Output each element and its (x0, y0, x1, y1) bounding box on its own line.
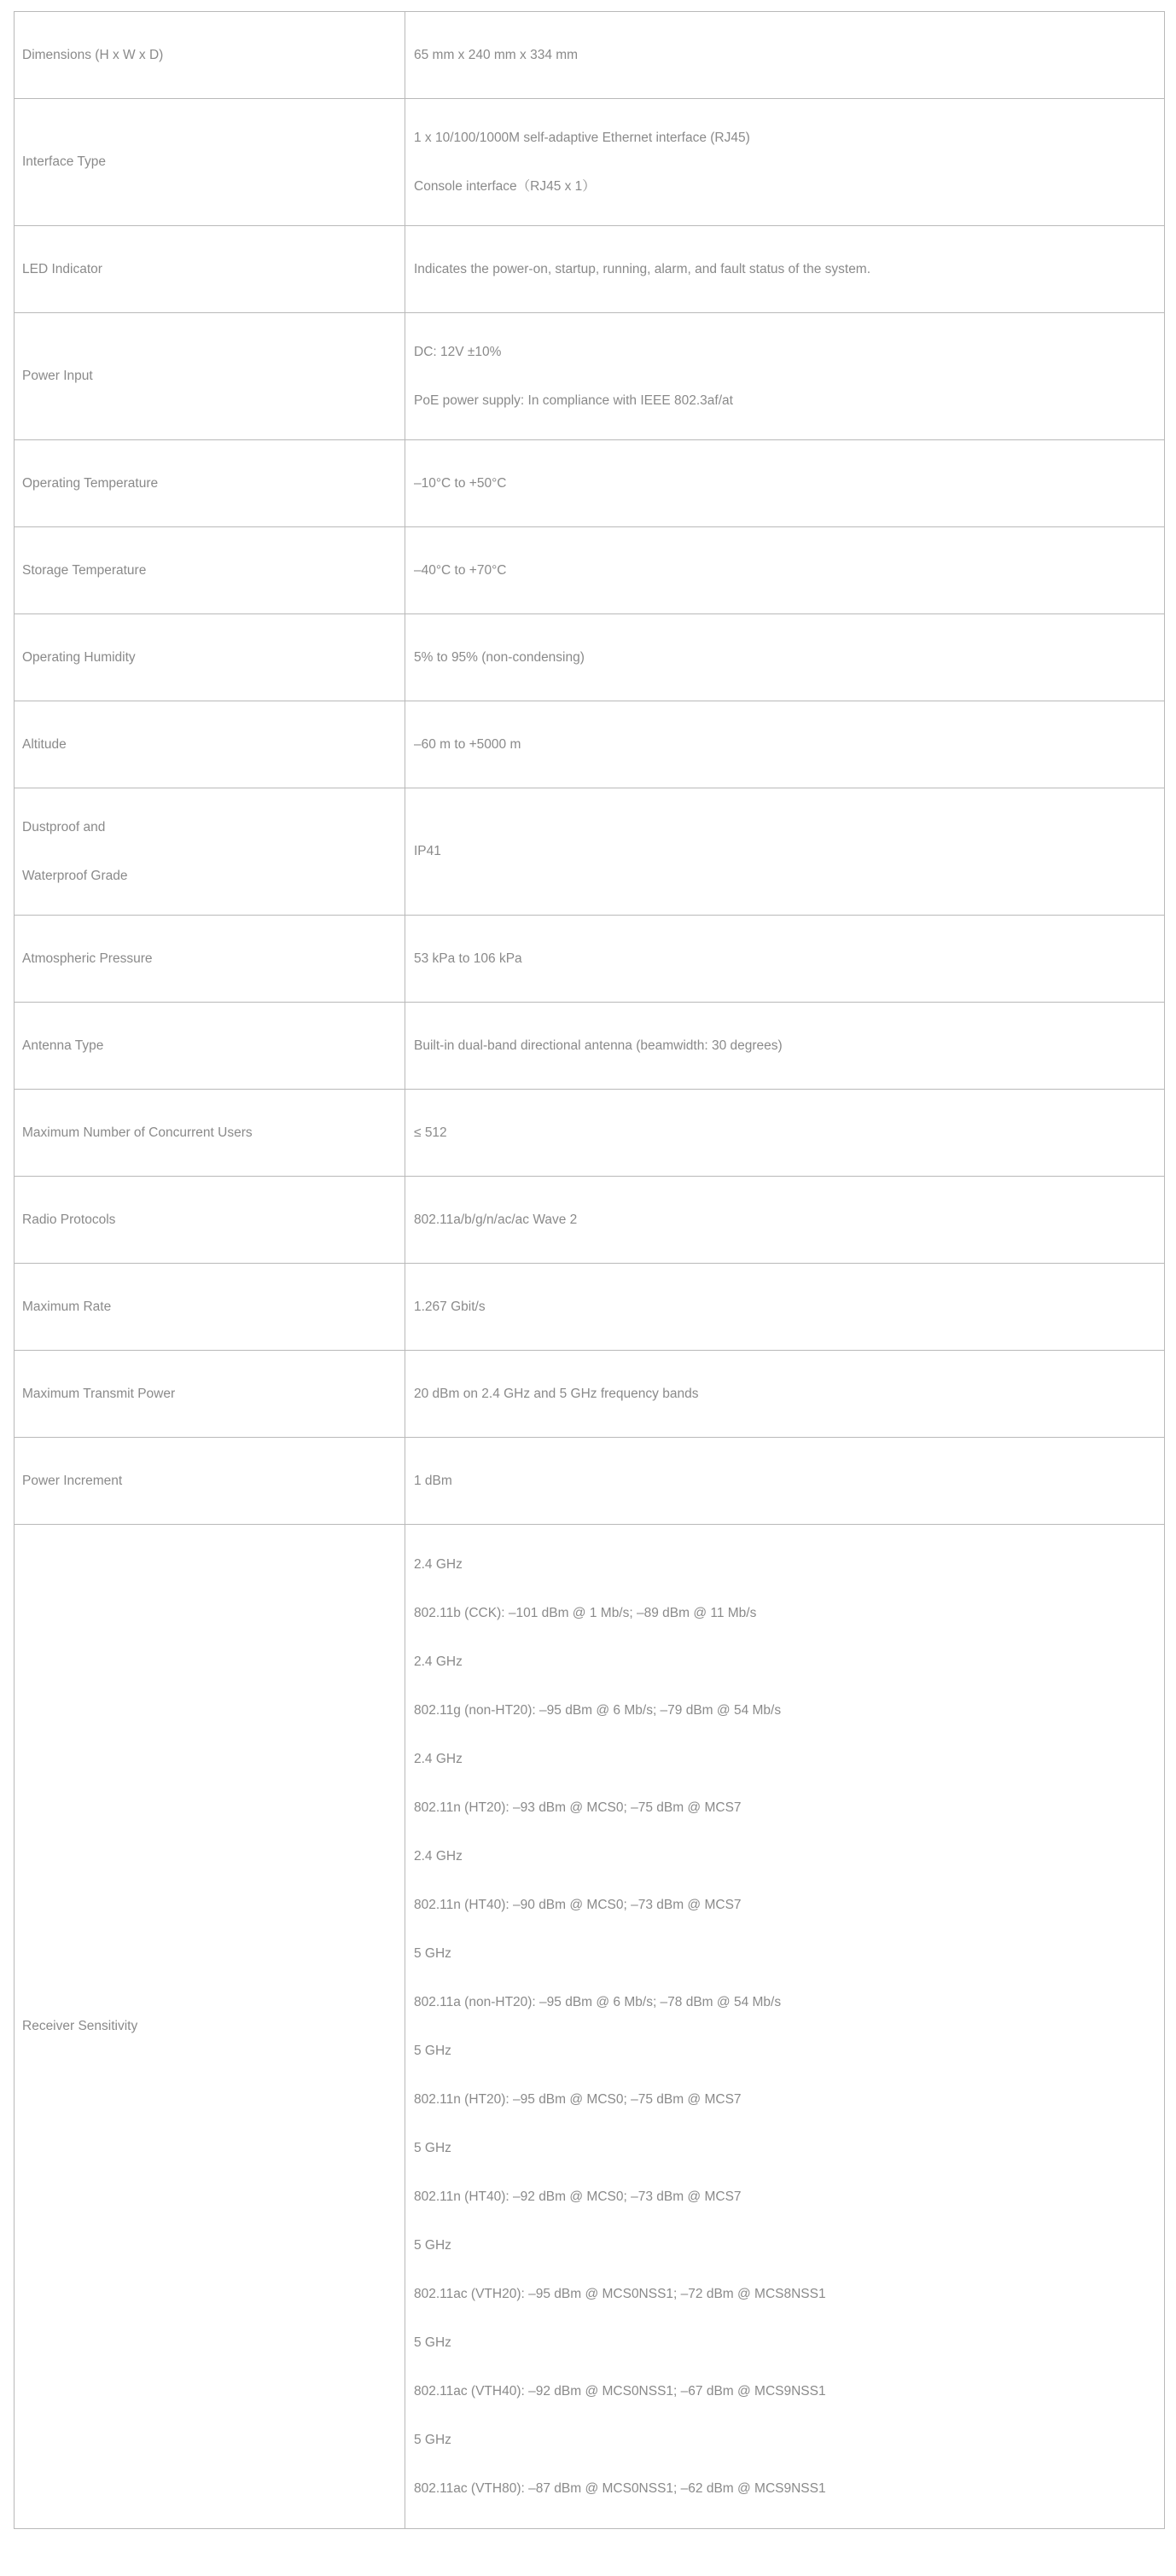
spec-label-text: Altitude (22, 736, 67, 752)
spec-value-lines (414, 130, 1156, 195)
spec-label-text: Operating Humidity (22, 649, 136, 665)
spec-row (15, 788, 1165, 916)
spec-value-text: 1 dBm (414, 1473, 452, 1488)
spec-row (15, 1090, 1165, 1177)
spec-label-lines (22, 2018, 397, 2035)
spec-value-text: 20 dBm on 2.4 GHz and 5 GHz frequency bands (414, 1386, 699, 1401)
spec-label-text: Waterproof Grade (22, 868, 128, 883)
spec-value-text: 802.11ac (VTH40): –92 dBm @ MCS0NSS1; –67 dBm @ MCS9NSS1 (414, 2383, 826, 2399)
spec-row (15, 527, 1165, 614)
spec-label-cell (15, 1351, 405, 1438)
spec-value-cell (405, 1264, 1165, 1351)
spec-label-lines (22, 475, 397, 492)
spec-label-cell (15, 614, 405, 701)
spec-value-text: Built-in dual-band directional antenna (beamwidth: 30 degrees) (414, 1038, 783, 1053)
spec-value-lines (414, 951, 1156, 968)
spec-label-cell (15, 788, 405, 916)
spec-value-text: –40°C to +70°C (414, 562, 507, 578)
spec-label-text: Storage Temperature (22, 562, 147, 578)
spec-value-text: 5 GHz (414, 2043, 451, 2058)
spec-value-text: –10°C to +50°C (414, 475, 507, 491)
spec-row (15, 440, 1165, 527)
spec-label-text: Dimensions (H x W x D) (22, 47, 164, 62)
spec-row (15, 916, 1165, 1003)
spec-row (15, 614, 1165, 701)
spec-value-text: 802.11ac (VTH20): –95 dBm @ MCS0NSS1; –72 dBm @ MCS8NSS1 (414, 2286, 826, 2301)
spec-label-cell (15, 1003, 405, 1090)
spec-value-lines (414, 1125, 1156, 1142)
spec-label-lines (22, 951, 397, 968)
spec-value-lines (414, 1556, 1156, 2497)
spec-label-text: Receiver Sensitivity (22, 2019, 138, 2033)
spec-value-lines (414, 47, 1156, 64)
spec-label-text: Atmospheric Pressure (22, 951, 153, 966)
spec-value-lines (414, 843, 1156, 860)
spec-label-lines (22, 1125, 397, 1142)
spec-label-lines (22, 649, 397, 666)
spec-row (15, 701, 1165, 788)
spec-value-text: 5 GHz (414, 2237, 451, 2253)
spec-value-text: Console interface（RJ45 x 1） (414, 178, 596, 194)
spec-label-text: Power Input (22, 369, 93, 383)
spec-label-text: LED Indicator (22, 261, 102, 276)
spec-value-text: 802.11a/b/g/n/ac/ac Wave 2 (414, 1212, 578, 1227)
spec-row (15, 1003, 1165, 1090)
spec-label-text: Interface Type (22, 154, 106, 169)
spec-value-text: IP41 (414, 844, 441, 858)
spec-value-lines (414, 1038, 1156, 1055)
spec-row (15, 1438, 1165, 1525)
spec-value-cell (405, 1525, 1165, 2529)
spec-value-text: DC: 12V ±10% (414, 344, 502, 359)
spec-label-lines (22, 261, 397, 278)
spec-value-text: 802.11n (HT40): –92 dBm @ MCS0; –73 dBm @ MCS7 (414, 2189, 742, 2204)
spec-label-lines (22, 819, 397, 885)
spec-value-cell (405, 1438, 1165, 1525)
spec-value-lines (414, 1212, 1156, 1229)
spec-value-text: 1 x 10/100/1000M self-adaptive Ethernet interface (RJ45) (414, 130, 750, 145)
spec-row (15, 1525, 1165, 2529)
spec-value-lines (414, 649, 1156, 666)
spec-label-lines (22, 1212, 397, 1229)
spec-value-text: 802.11ac (VTH80): –87 dBm @ MCS0NSS1; –62 dBm @ MCS9NSS1 (414, 2480, 826, 2496)
spec-value-text: 5 GHz (414, 2432, 451, 2447)
spec-label-cell (15, 99, 405, 226)
spec-value-cell (405, 12, 1165, 99)
spec-label-lines (22, 736, 397, 753)
spec-label-text: Radio Protocols (22, 1212, 116, 1227)
spec-value-cell (405, 788, 1165, 916)
spec-label-lines (22, 562, 397, 579)
spec-label-text: Dustproof and (22, 819, 106, 834)
spec-label-cell (15, 1090, 405, 1177)
spec-value-text: 2.4 GHz (414, 1848, 463, 1864)
spec-value-text: 802.11n (HT20): –95 dBm @ MCS0; –75 dBm @ MCS7 (414, 2091, 742, 2107)
spec-value-text: 2.4 GHz (414, 1751, 463, 1766)
spec-value-text: 802.11a (non-HT20): –95 dBm @ 6 Mb/s; –78 dBm @ 54 Mb/s (414, 1994, 782, 2009)
spec-value-cell (405, 226, 1165, 313)
spec-value-cell (405, 1177, 1165, 1264)
spec-value-text: 802.11b (CCK): –101 dBm @ 1 Mb/s; –89 dBm @ 11 Mb/s (414, 1605, 757, 1620)
spec-value-cell (405, 1003, 1165, 1090)
spec-value-text: 5 GHz (414, 2140, 451, 2155)
spec-label-lines (22, 1473, 397, 1490)
spec-value-cell (405, 313, 1165, 440)
spec-label-cell (15, 527, 405, 614)
specifications-table (14, 11, 1165, 2529)
spec-label-cell (15, 1525, 405, 2529)
spec-row (15, 1264, 1165, 1351)
spec-value-cell (405, 1090, 1165, 1177)
spec-label-lines (22, 368, 397, 385)
spec-value-cell (405, 701, 1165, 788)
spec-value-lines (414, 562, 1156, 579)
spec-value-cell (405, 1351, 1165, 1438)
spec-value-text: –60 m to +5000 m (414, 736, 521, 752)
spec-value-cell (405, 614, 1165, 701)
spec-value-lines (414, 736, 1156, 753)
spec-value-text: PoE power supply: In compliance with IEEE 802.3af/at (414, 393, 733, 408)
spec-value-text: 802.11n (HT40): –90 dBm @ MCS0; –73 dBm @ MCS7 (414, 1897, 742, 1912)
spec-value-lines (414, 261, 1156, 278)
spec-value-lines (414, 1386, 1156, 1403)
spec-value-text: 2.4 GHz (414, 1556, 463, 1572)
spec-label-lines (22, 1038, 397, 1055)
spec-value-cell (405, 440, 1165, 527)
spec-row (15, 12, 1165, 99)
spec-label-cell (15, 916, 405, 1003)
spec-label-text: Maximum Transmit Power (22, 1386, 176, 1401)
spec-value-lines (414, 344, 1156, 410)
spec-label-text: Maximum Number of Concurrent Users (22, 1125, 253, 1140)
spec-row (15, 1351, 1165, 1438)
spec-label-cell (15, 701, 405, 788)
spec-value-text: 802.11n (HT20): –93 dBm @ MCS0; –75 dBm @ MCS7 (414, 1800, 742, 1815)
spec-row (15, 99, 1165, 226)
spec-label-cell (15, 440, 405, 527)
spec-value-text: 5% to 95% (non-condensing) (414, 649, 585, 665)
spec-value-text: 1.267 Gbit/s (414, 1299, 486, 1314)
spec-value-cell (405, 916, 1165, 1003)
specifications-table-body (15, 12, 1165, 2529)
spec-label-cell (15, 12, 405, 99)
spec-value-text: 53 kPa to 106 kPa (414, 951, 522, 966)
spec-label-cell (15, 1438, 405, 1525)
spec-label-cell (15, 1177, 405, 1264)
spec-label-text: Antenna Type (22, 1038, 104, 1053)
spec-label-cell (15, 313, 405, 440)
spec-value-text: 5 GHz (414, 1945, 451, 1961)
spec-label-lines (22, 47, 397, 64)
spec-value-text: 802.11g (non-HT20): –95 dBm @ 6 Mb/s; –79 dBm @ 54 Mb/s (414, 1702, 782, 1718)
spec-value-text: 5 GHz (414, 2335, 451, 2350)
spec-value-text: ≤ 512 (414, 1125, 447, 1140)
spec-label-lines (22, 1386, 397, 1403)
spec-label-cell (15, 1264, 405, 1351)
spec-label-text: Power Increment (22, 1473, 123, 1488)
spec-label-text: Operating Temperature (22, 475, 159, 491)
spec-row (15, 1177, 1165, 1264)
spec-row (15, 313, 1165, 440)
spec-value-lines (414, 1299, 1156, 1316)
spec-value-lines (414, 475, 1156, 492)
spec-label-text: Maximum Rate (22, 1299, 112, 1314)
spec-label-lines (22, 1299, 397, 1316)
spec-value-cell (405, 527, 1165, 614)
spec-row (15, 226, 1165, 313)
spec-value-text: 2.4 GHz (414, 1654, 463, 1669)
spec-value-lines (414, 1473, 1156, 1490)
spec-value-text: 65 mm x 240 mm x 334 mm (414, 47, 579, 62)
spec-value-cell (405, 99, 1165, 226)
spec-label-lines (22, 154, 397, 171)
spec-value-text: Indicates the power-on, startup, running, alarm, and fault status of the system. (414, 261, 871, 276)
spec-label-cell (15, 226, 405, 313)
